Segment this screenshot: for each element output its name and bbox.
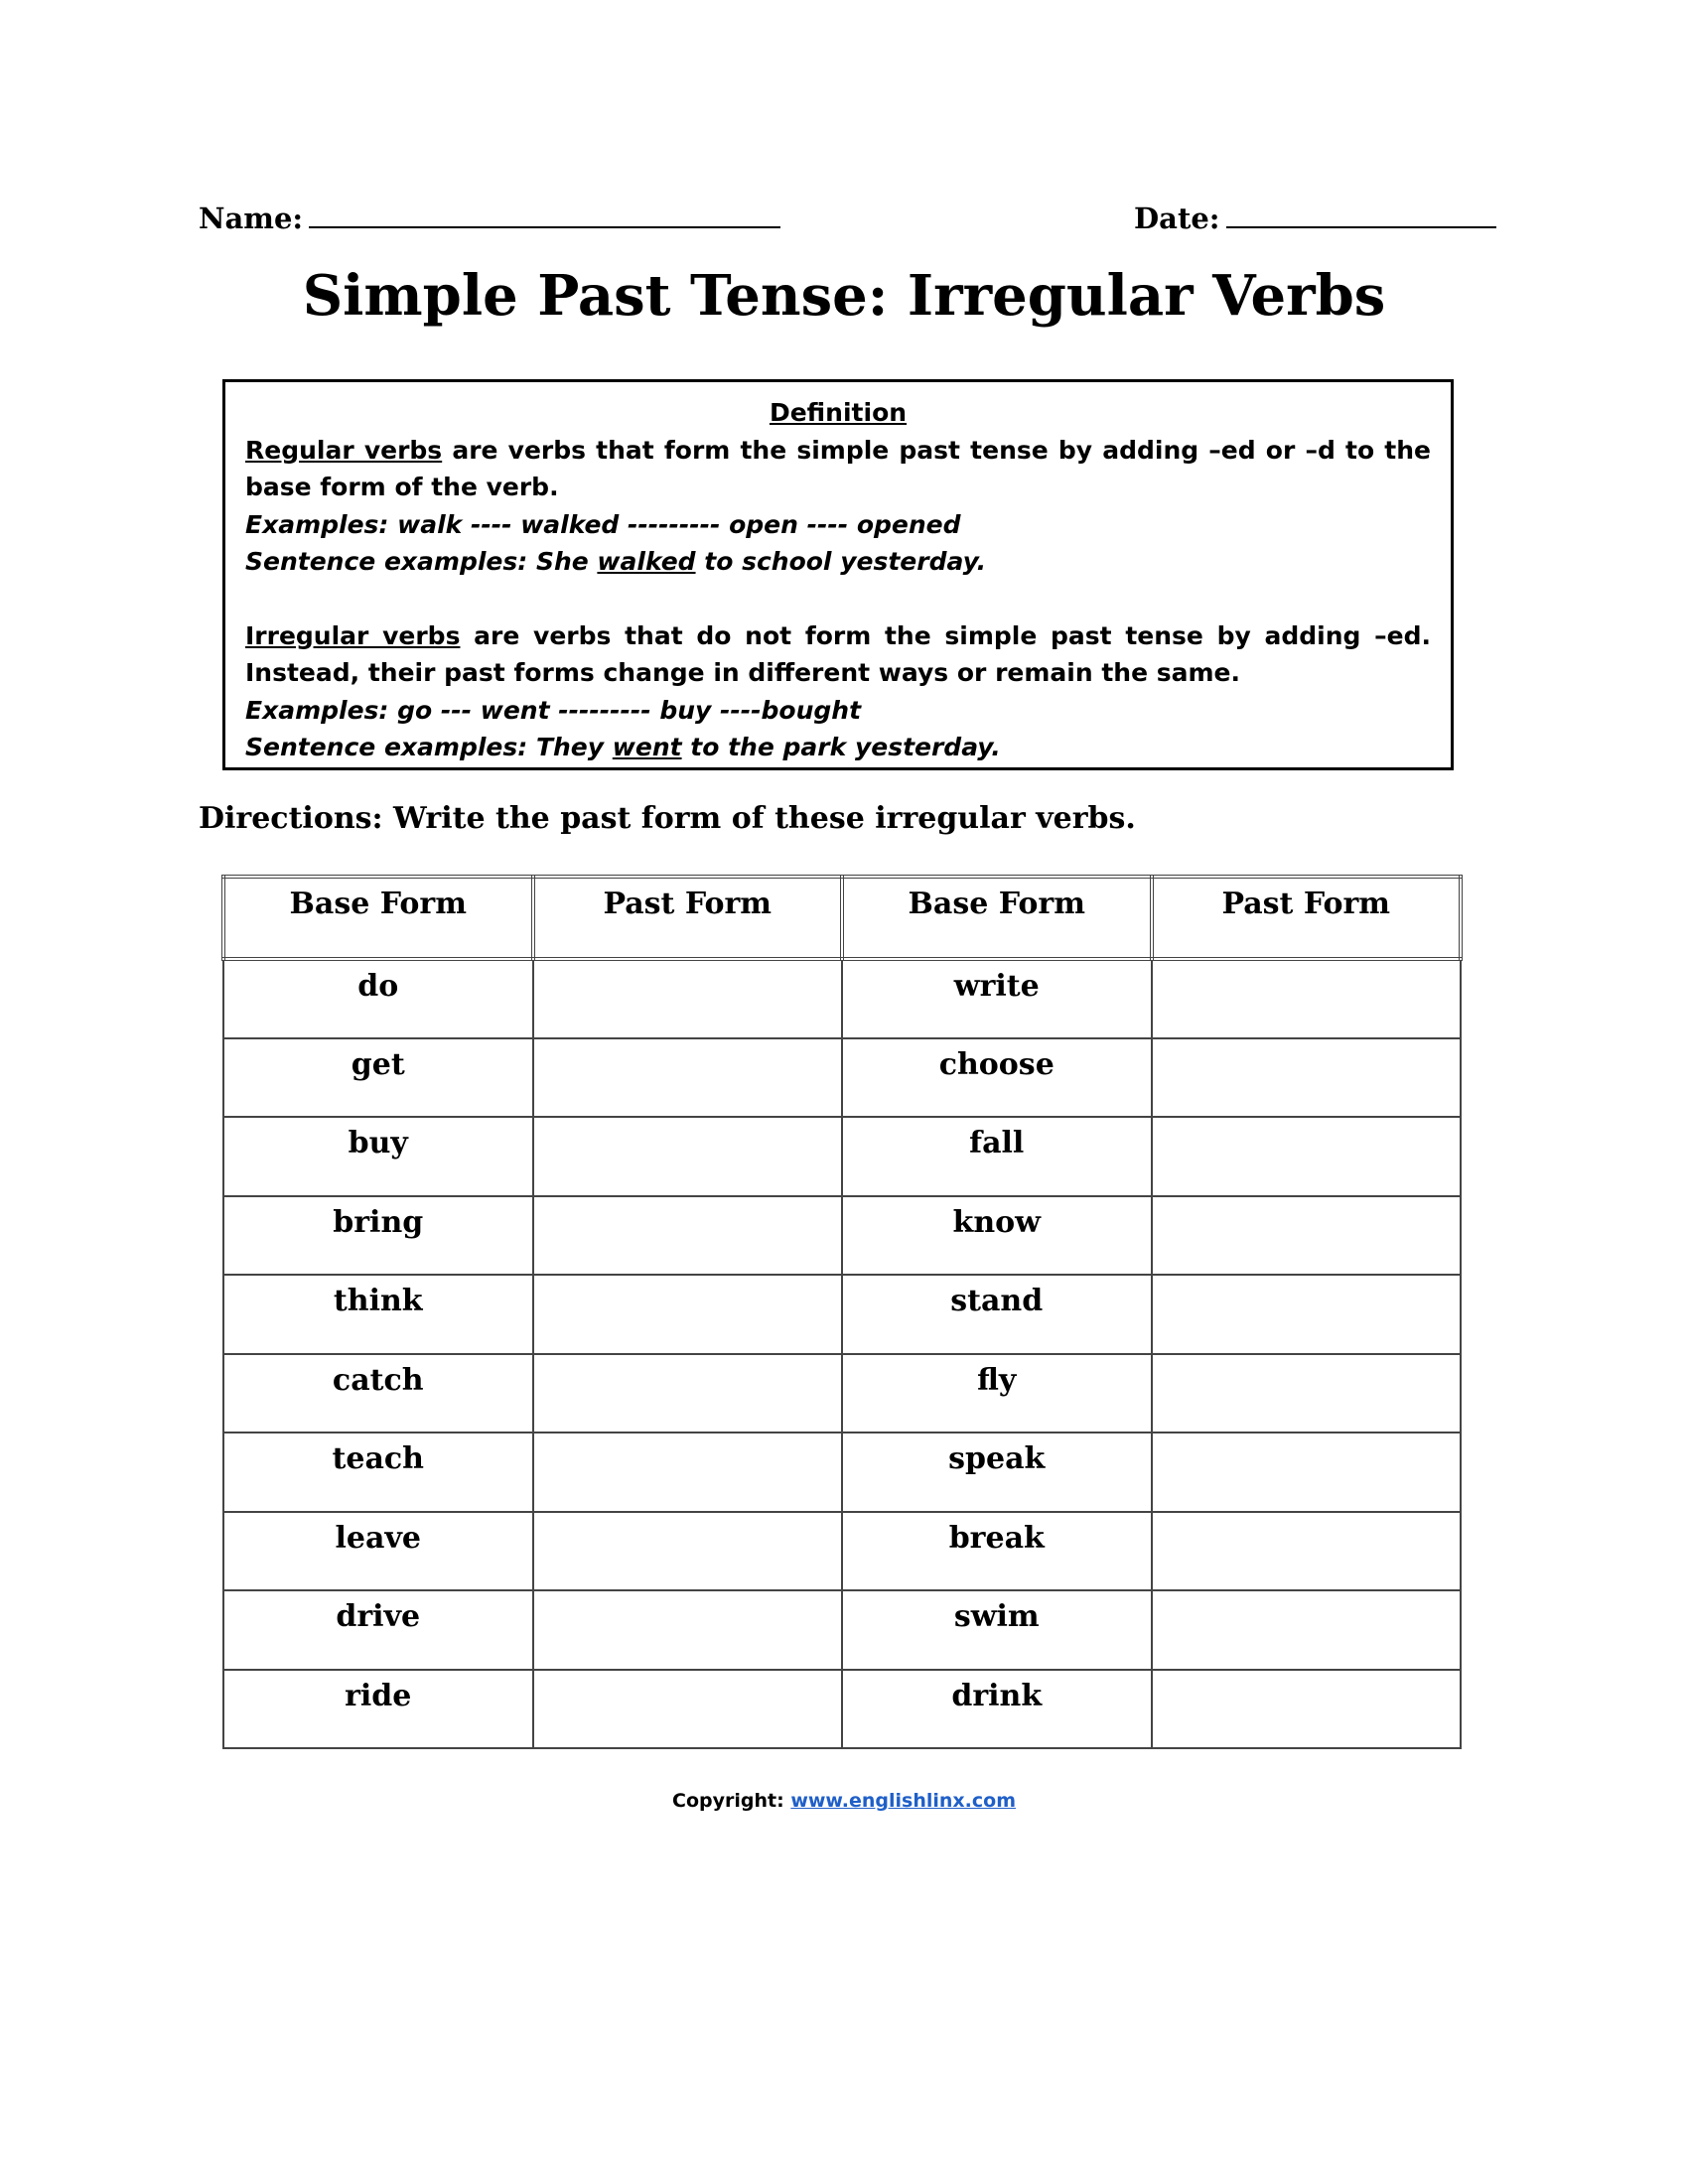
name-label: Name: [199,202,304,235]
table-row [223,1038,1461,1118]
definition-box [222,379,1454,770]
table-row [223,1196,1461,1276]
base-form-cell: choose [842,1038,1152,1118]
irregular-verbs-sentence [245,729,1431,766]
irregular-verbs-examples: Examples: go --- went --------- buy ----bought [245,695,862,725]
past-form-answer-cell[interactable] [1152,959,1462,1038]
worksheet-title: Simple Past Tense: Irregular Verbs [302,263,1386,329]
header-past-form-1: Past Form [533,877,843,959]
irregular-verbs-term: Irregular verbs [245,620,461,650]
copyright-link[interactable]: www.englishlinx.com [790,1790,1016,1812]
irregular-sentence-suffix: to the park yesterday. [681,733,1001,761]
table-row [223,1590,1461,1670]
past-form-answer-cell[interactable] [1152,1196,1462,1276]
past-form-answer-cell[interactable] [533,959,843,1038]
past-form-answer-cell[interactable] [1152,1433,1462,1512]
table-row [223,1354,1461,1433]
irregular-verbs-definition [245,617,1431,692]
past-form-answer-cell[interactable] [533,1433,843,1512]
past-form-answer-cell[interactable] [1152,1354,1462,1433]
past-form-answer-cell[interactable] [533,1117,843,1196]
verbs-table [221,875,1463,1749]
past-form-answer-cell[interactable] [1152,1038,1462,1118]
paragraph-gap [245,581,1431,617]
base-form-cell: break [842,1512,1152,1591]
base-form-cell: drive [223,1590,533,1670]
base-form-cell: buy [223,1117,533,1196]
table-row [223,1275,1461,1354]
copyright [0,1787,1688,1815]
base-form-cell: stand [842,1275,1152,1354]
base-form-cell: fly [842,1354,1152,1433]
irregular-sentence-verb: went [612,733,682,761]
table-header-row [223,877,1461,959]
table-row [223,1117,1461,1196]
header-row [199,199,1489,238]
header-base-form-2: Base Form [842,877,1152,959]
name-blank-line[interactable] [309,201,780,228]
regular-verbs-examples: Examples: walk ---- walked --------- open ---- opened [245,509,961,539]
regular-verbs-text: are verbs that form the simple past tense by adding –ed or –d to the base form of the verb. [245,435,1431,501]
past-form-answer-cell[interactable] [1152,1670,1462,1749]
regular-sentence-suffix: to school yesterday. [695,547,987,576]
past-form-answer-cell[interactable] [1152,1117,1462,1196]
regular-verbs-term: Regular verbs [245,435,443,465]
base-form-cell: fall [842,1117,1152,1196]
base-form-cell: know [842,1196,1152,1276]
base-form-cell: bring [223,1196,533,1276]
date-field[interactable] [1134,199,1496,238]
past-form-answer-cell[interactable] [1152,1512,1462,1591]
past-form-answer-cell[interactable] [533,1590,843,1670]
past-form-answer-cell[interactable] [533,1670,843,1749]
regular-sentence-verb: walked [597,547,696,576]
past-form-answer-cell[interactable] [533,1354,843,1433]
irregular-verbs-text: are verbs that do not form the simple past tense by adding –ed. Instead, their past forms change in different ways or remain the same. [245,620,1431,687]
date-blank-line[interactable] [1226,201,1496,228]
header-base-form-1: Base Form [223,877,533,959]
definition-heading: Definition [769,398,908,427]
header-past-form-2: Past Form [1152,877,1462,959]
base-form-cell: speak [842,1433,1152,1512]
base-form-cell: write [842,959,1152,1038]
table-row [223,959,1461,1038]
date-label: Date: [1134,202,1220,235]
base-form-cell: do [223,959,533,1038]
past-form-answer-cell[interactable] [1152,1590,1462,1670]
base-form-cell: ride [223,1670,533,1749]
base-form-cell: catch [223,1354,533,1433]
base-form-cell: teach [223,1433,533,1512]
regular-verbs-sentence [245,543,1431,581]
base-form-cell: drink [842,1670,1152,1749]
directions: Directions: Write the past form of these irregular verbs. [199,801,1136,836]
table-row [223,1670,1461,1749]
past-form-answer-cell[interactable] [533,1196,843,1276]
past-form-answer-cell[interactable] [533,1038,843,1118]
base-form-cell: get [223,1038,533,1118]
name-field[interactable] [199,199,780,238]
base-form-cell: leave [223,1512,533,1591]
irregular-sentence-prefix: Sentence examples: They [245,733,613,761]
past-form-answer-cell[interactable] [533,1275,843,1354]
base-form-cell: think [223,1275,533,1354]
copyright-label: Copyright: [672,1790,784,1812]
past-form-answer-cell[interactable] [533,1512,843,1591]
table-row [223,1433,1461,1512]
past-form-answer-cell[interactable] [1152,1275,1462,1354]
regular-sentence-prefix: Sentence examples: She [245,547,598,576]
table-row [223,1512,1461,1591]
regular-verbs-definition [245,432,1431,506]
base-form-cell: swim [842,1590,1152,1670]
